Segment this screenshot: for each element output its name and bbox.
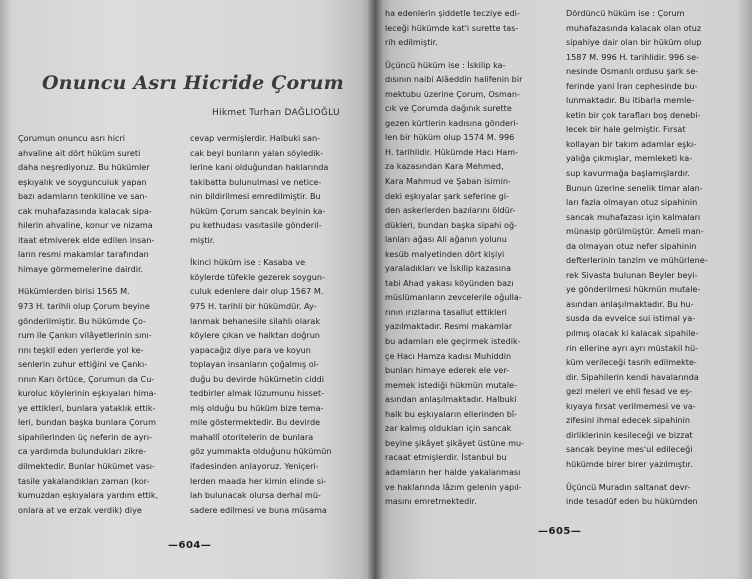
text-line: gezi meleri ve ehli fesad ve eş-: [566, 386, 693, 397]
text-line: Hükümlerden birisi 1565 M.: [18, 286, 130, 297]
text-line: köylere çıkan ve halktan doğrun: [190, 330, 320, 341]
text-line: sipahiye dair olan bir hüküm olup: [566, 37, 702, 48]
text-line: yaraladıkları ve İskilip kazasına: [385, 263, 512, 274]
left-page-column-2: [190, 131, 358, 517]
text-line: Bunun üzerine senelik timar alan-: [566, 182, 703, 193]
text-line: halk bu eşkıyaların ellerinden bî-: [385, 408, 518, 419]
text-line: lah bulunacak olursa derhal mü-: [190, 490, 321, 501]
right-page-number: —605—: [538, 526, 582, 537]
text-line: miş olduğu bu hüküm bize tema-: [190, 402, 324, 413]
text-line: H. tarihlidir. Hükümde Hacı Ham-: [385, 146, 519, 157]
text-line: kuroluc köylerinin eşkıyaları hima-: [18, 388, 157, 399]
text-line: sup kavurmağa başlamışlardır.: [566, 168, 690, 179]
text-line: Üçüncü Muradın saltanat devr-: [566, 481, 691, 492]
paragraph-break: [190, 247, 358, 255]
text-line: rının ırızlarına tasallut ettikleri: [385, 306, 507, 317]
text-line: lerden maada her kimin elinde si-: [190, 475, 327, 486]
text-line: sadere edilmesi ve buna müsama: [190, 504, 327, 515]
text-line: duğu bu devirde hükümetin ciddi: [190, 373, 325, 384]
text-line: lanları ağası Ali ağanın yolunu: [385, 234, 507, 245]
text-line: ye ettikleri, bunlara yataklık ettik-: [18, 402, 156, 413]
text-line: kumuzdan eşkıyalara yardım ettik,: [18, 490, 159, 501]
text-line: lerine kani olduğundan haklarında: [190, 162, 329, 173]
text-line: asından anlaşılmaktadır. Bu hu-: [566, 298, 694, 309]
text-line: kesüb malyetinden dört kişiyi: [385, 248, 505, 259]
text-line: tabi Ahad yakası köyünden bazı: [385, 277, 514, 288]
text-line: mahallî otoritelerin de bunlara: [190, 431, 314, 442]
text-line: ahvaline ait dört hüküm sureti: [18, 147, 141, 158]
text-line: pu kethudası vasıtasile gönderil-: [190, 220, 322, 231]
text-line: sancak muhafazası için kalmaları: [566, 211, 701, 222]
text-line: deki eşkıyalar şark seferine gi-: [385, 190, 509, 201]
text-line: tedbirler almak lüzumunu hisset-: [190, 388, 324, 399]
left-page-number: —604—: [168, 540, 212, 551]
text-line: Dördüncü hüküm ise : Çorum: [566, 8, 685, 18]
text-line: dir. Sipahilerin kendi havalarında: [566, 371, 699, 382]
text-line: rını teşkil eden yerlerde yol ke-: [18, 344, 144, 355]
text-line: Kara Mahmud ve Şaban isimin-: [385, 176, 511, 187]
text-line: dısının naibi Alâeddin halifenin bir: [385, 74, 523, 85]
text-line: dilmektedir. Bunlar hükümet vası-: [18, 461, 155, 472]
text-line: leri, bundan başka bunlara Çorum: [18, 417, 156, 428]
text-line: dükleri, bundan başka sipahi oğ-: [385, 219, 518, 230]
article-author: Hikmet Turhan DAĞLIOĞLU: [212, 108, 340, 118]
text-line: eşkıyalık ve soyguncuiuk yapan: [18, 176, 147, 187]
text-line: susda da evvelce sui istimal ya-: [566, 313, 696, 324]
text-line: köylerde tüfekle gezerek soygun-: [190, 271, 325, 282]
text-line: mektubu üzerine Çorum, Osman-: [385, 88, 520, 99]
text-line: zar kalmış oldukları için sancak: [385, 423, 512, 434]
left-page-column-1: [18, 131, 180, 517]
text-line: ların resmi makamlar tarafından: [18, 249, 149, 260]
text-line: ca yardımda bulundukları zikre-: [18, 446, 147, 457]
text-line: ha edenlerin şiddetle tecziye edi-: [385, 8, 520, 18]
text-line: bazı adamların tenkiline ve san-: [18, 191, 148, 202]
text-line: müslümanların zevcelerile oğulla-: [385, 292, 522, 303]
text-line: ketin bir çok tarafları boş denebi-: [566, 109, 701, 120]
text-line: sipahilerinden üç neferin de ayrı-: [18, 431, 153, 442]
paragraph-break: [566, 472, 736, 480]
text-line: cak muhafazasında kalacak sipa-: [18, 205, 152, 216]
text-line: culuk edenlere dair olup 1567 M.: [190, 286, 324, 297]
text-line: mile göstermektedir. Bu devirde: [190, 417, 321, 428]
paragraph-break: [385, 50, 555, 58]
text-line: hüküm Çorum sancak beyinin ka-: [190, 205, 326, 216]
text-line: dirliklerinin kesileceği ve bizzat: [566, 429, 693, 440]
text-line: inde tesadüf eden bu hükümden: [566, 496, 698, 507]
text-line: lecek bir hale gelmiştir. Fırsat: [566, 124, 686, 135]
text-line: bunları himaye ederek ele ver-: [385, 365, 510, 376]
text-line: rin ellerine ayrı ayrı müstakil hü-: [566, 342, 699, 353]
text-line: cık ve Çorumda dağınık surette: [385, 103, 512, 114]
text-line: za kazasından Kara Mehmed,: [385, 161, 504, 172]
text-line: rek Sivasta bulunan Beyler beyi-: [566, 269, 698, 280]
text-line: tasile yakalandıkları zaman (kor-: [18, 475, 150, 486]
text-line: zifesini ihmal edecek sipahinin: [566, 415, 691, 426]
text-line: rih edilmiştir.: [385, 37, 438, 48]
text-line: ferinde yani İran cephesinde bu-: [566, 80, 698, 91]
text-line: cak beyi bunların yalan söyledik-: [190, 147, 324, 158]
text-line: yalığa çıkmışlar, memleketi ka-: [566, 153, 693, 164]
text-line: daha neşrediyoruz. Bu hükümler: [18, 162, 150, 173]
text-line: kıyaya fırsat verilmemesi ve va-: [566, 400, 696, 411]
text-line: bu adamları ele geçirmek istedik-: [385, 336, 521, 347]
text-line: len bir hüküm olup 1574 M. 996: [385, 132, 515, 143]
text-line: lanmak behanesile silahlı olarak: [190, 315, 321, 326]
text-line: sancak beyine mes'ul edileceği: [566, 444, 693, 455]
text-line: lunmaktadır. Bu itibarla memle-: [566, 95, 695, 106]
text-line: beyine şikâyet şikâyet üstüne mu-: [385, 437, 525, 448]
text-line: 973 H. tarihli olup Çorum beyine: [18, 301, 150, 312]
text-line: onlara at ve erzak verdik) diye: [18, 504, 142, 515]
text-line: İkinci hüküm ise : Kasaba ve: [190, 257, 306, 268]
text-line: hilerin ahvaline, konur ve nizama: [18, 220, 153, 231]
text-line: da olmayan otuz nefer sipahinin: [566, 240, 697, 251]
right-page-column-1: [385, 6, 555, 509]
text-line: münasip görülmüştür. Ameli man-: [566, 226, 704, 237]
text-line: racaat etmişlerdir. İstanbul bu: [385, 452, 507, 463]
book-gutter: [367, 0, 383, 579]
text-line: çe Hacı Hamza kadısı Muhiddin: [385, 350, 512, 361]
text-line: 975 H. tarihli bir hükümdür. Ay-: [190, 301, 317, 312]
text-line: nin bildirilmesi emredilmiştir. Bu: [190, 191, 321, 202]
text-line: küm verileceği tasrih edilmekte-: [566, 357, 697, 368]
text-line: memek istediği hükmün mutale-: [385, 379, 517, 390]
text-line: itaat etmiverek elde edilen insan-: [18, 234, 155, 245]
text-line: ve haklarında lâzım gelenin yapıl-: [385, 481, 522, 492]
text-line: himaye görmemelerine dairdir.: [18, 263, 144, 274]
text-line: adamların her halde yakalanması: [385, 466, 521, 477]
text-line: den askerlerden bazılarını öldür-: [385, 205, 516, 216]
text-line: pılmış olacak ki kalacak sipahile-: [566, 328, 699, 339]
text-line: rum ile Çankırı vilâyetlerinin sını-: [18, 330, 152, 341]
text-line: ları fazla olmayan otuz sipahinin: [566, 197, 698, 208]
text-line: hükümde birer birer yazılmıştır.: [566, 458, 693, 469]
text-line: masını emretmektedir.: [385, 496, 477, 507]
paragraph-break: [18, 276, 180, 284]
text-line: asından anlaşılmaktadır. Halbuki: [385, 394, 517, 405]
text-line: defterlerinin tanzim ve mühürlene-: [566, 255, 708, 266]
text-line: Çorumun onuncu asrı hicri: [18, 133, 126, 143]
text-line: ye gönderilmesi hükmün mutale-: [566, 284, 701, 295]
text-line: kollayan bir takım adamlar eşkı-: [566, 138, 697, 149]
text-line: takibatta bulunulmasi ve netice-: [190, 176, 322, 187]
text-line: senlerin zuhur ettiğini ve Çankı-: [18, 359, 148, 370]
text-line: rının Karı örtüce, Çorumun da Cu-: [18, 373, 155, 384]
text-line: yazılmaktadır. Resmi makamlar: [385, 321, 513, 332]
text-line: toplayan insanların çoğalmış ol-: [190, 359, 319, 370]
text-line: yapacağız diye para ve koyun: [190, 344, 311, 355]
article-title: Onuncu Asrı Hicride Çorum: [42, 72, 344, 94]
right-page-column-2: [566, 6, 736, 509]
text-line: 1587 M. 996 H. tarihlidir. 996 se-: [566, 51, 700, 62]
text-line: leceği hükümde kat'i surette tas-: [385, 22, 519, 33]
text-line: muhafazasında kalacak olan otuz: [566, 22, 702, 33]
text-line: cevap vermişlerdir. Halbuki san-: [190, 133, 321, 143]
text-line: göz yummakta olduğunu hükümün: [190, 446, 332, 457]
text-line: miştir.: [190, 234, 215, 245]
text-line: gönderilmiştir. Bu hükümde Ço-: [18, 315, 146, 326]
text-line: gezen kürtlerin kadısına gönderi-: [385, 117, 519, 128]
text-line: Üçüncü hüküm ise : İskilip ka-: [385, 59, 506, 70]
text-line: nesinde Osmanlı ordusu şark se-: [566, 66, 699, 77]
text-line: ifadesinden anlayoruz. Yeniçeri-: [190, 461, 319, 472]
